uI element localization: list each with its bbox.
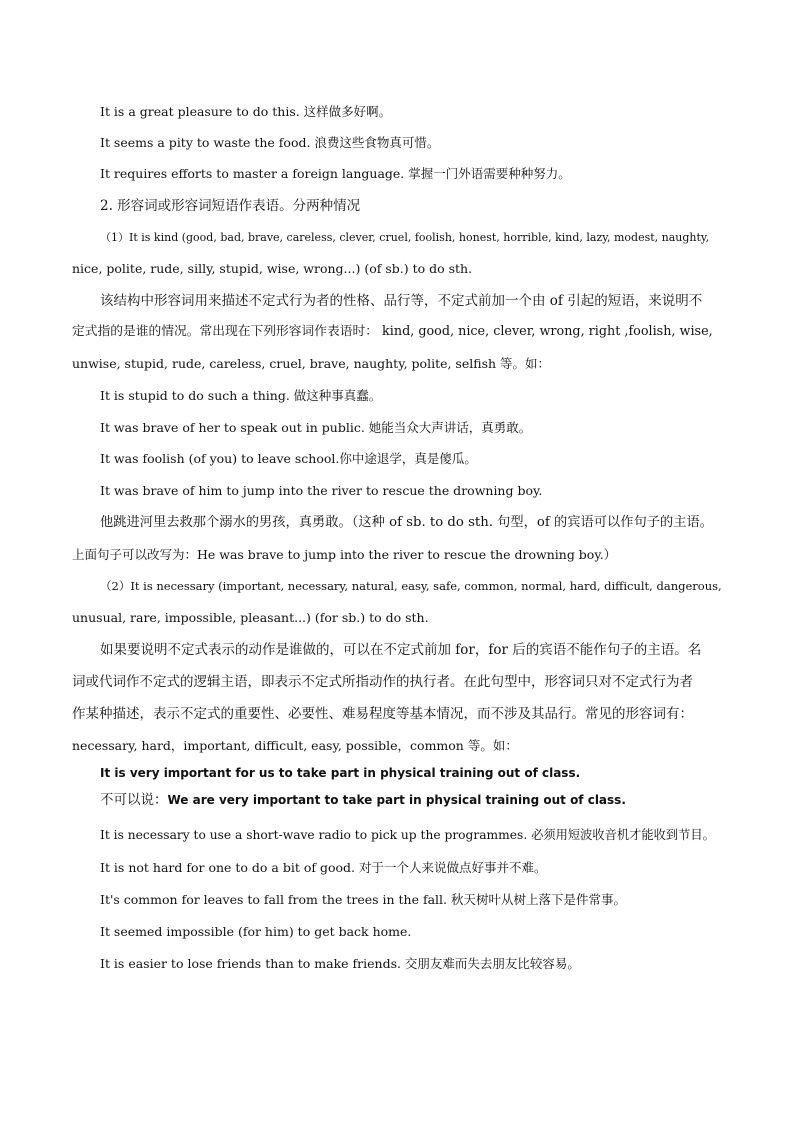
pattern-line: unusual, rare, impossible, pleasant...) (for sb.) to do sth. bbox=[72, 610, 429, 625]
pattern-line: （1）It is kind (good, bad, brave, careless, clever, cruel, foolish, honest, horrible, kind, lazy, modest, naughty, bbox=[100, 231, 710, 244]
bold-example: It is very important for us to take part in physical training out of class. bbox=[100, 766, 581, 780]
example-translation: 他跳进河里去救那个溺水的男孩，真勇敢。（这种 of sb. to do sth. 句型，of 的宾语可以作句子的主语。 bbox=[100, 515, 713, 530]
explanation-paragraph: necessary, hard，important, difficult, easy, possible，common 等。如： bbox=[72, 738, 518, 753]
counter-example bbox=[100, 791, 626, 809]
pattern-line: nice, polite, rude, silly, stupid, wise, wrong...) (of sb.) to do sth. bbox=[72, 261, 473, 276]
section-heading: 2. 形容词或形容词短语作表语。分两种情况 bbox=[100, 198, 361, 214]
counter-example-prefix: 不可以说： bbox=[100, 792, 168, 808]
example-sentence: It was brave of her to speak out in public. 她能当众大声讲话，真勇敢。 bbox=[100, 420, 532, 435]
example-sentence: It was foolish (of you) to leave school.你中途退学，真是傻瓜。 bbox=[100, 451, 477, 466]
example-sentence: It is a great pleasure to do this. 这样做多好啊。 bbox=[100, 104, 392, 119]
pattern-line: （2）It is necessary (important, necessary, natural, easy, safe, common, normal, hard, difficult, dangerous, bbox=[100, 579, 722, 593]
example-sentence: It is not hard for one to do a bit of good. 对于一个人来说做点好事并不难。 bbox=[100, 860, 547, 875]
example-sentence: It requires efforts to master a foreign language. 掌握一门外语需要种种努力。 bbox=[100, 166, 571, 181]
example-sentence: It is easier to lose friends than to make friends. 交朋友难而失去朋友比较容易。 bbox=[100, 956, 580, 971]
counter-example-sentence: We are very important to take part in physical training out of class. bbox=[167, 793, 626, 807]
example-sentence: It seemed impossible (for him) to get back home. bbox=[100, 924, 412, 939]
example-sentence: It seems a pity to waste the food. 浪费这些食物真可惜。 bbox=[100, 135, 440, 150]
example-sentence: It is stupid to do such a thing. 做这种事真蠢。 bbox=[100, 388, 382, 403]
explanation-paragraph: 如果要说明不定式表示的动作是谁做的，可以在不定式前加 for，for 后的宾语不能作句子的主语。名 bbox=[100, 642, 702, 658]
explanation-paragraph: 词或代词作不定式的逻辑主语，即表示不定式所指动作的执行者。在此句型中，形容词只对不定式行为者 bbox=[72, 674, 693, 690]
explanation-paragraph: 作某种描述，表示不定式的重要性、必要性、难易程度等基本情况，而不涉及其品行。常见的形容词有： bbox=[72, 706, 693, 722]
example-sentence: It was brave of him to jump into the river to rescue the drowning boy. bbox=[100, 483, 543, 498]
explanation-paragraph: unwise, stupid, rude, careless, cruel, brave, naughty, polite, selfish 等。如： bbox=[72, 356, 551, 371]
example-sentence: It is necessary to use a short-wave radio to pick up the programmes. 必须用短波收音机才能收到节目。 bbox=[100, 828, 715, 842]
example-sentence: It's common for leaves to fall from the trees in the fall. 秋天树叶从树上落下是件常事。 bbox=[100, 892, 627, 907]
example-translation: 上面句子可以改写为：He was brave to jump into the river to rescue the drowning boy.） bbox=[72, 547, 617, 562]
explanation-paragraph: 该结构中形容词用来描述不定式行为者的性格、品行等，不定式前加一个由 of 引起的短语，来说明不 bbox=[100, 293, 703, 309]
explanation-paragraph: 定式指的是谁的情况。常出现在下列形容词作表语时： kind, good, nice, clever, wrong, right ,foolish, wise, bbox=[72, 324, 713, 339]
